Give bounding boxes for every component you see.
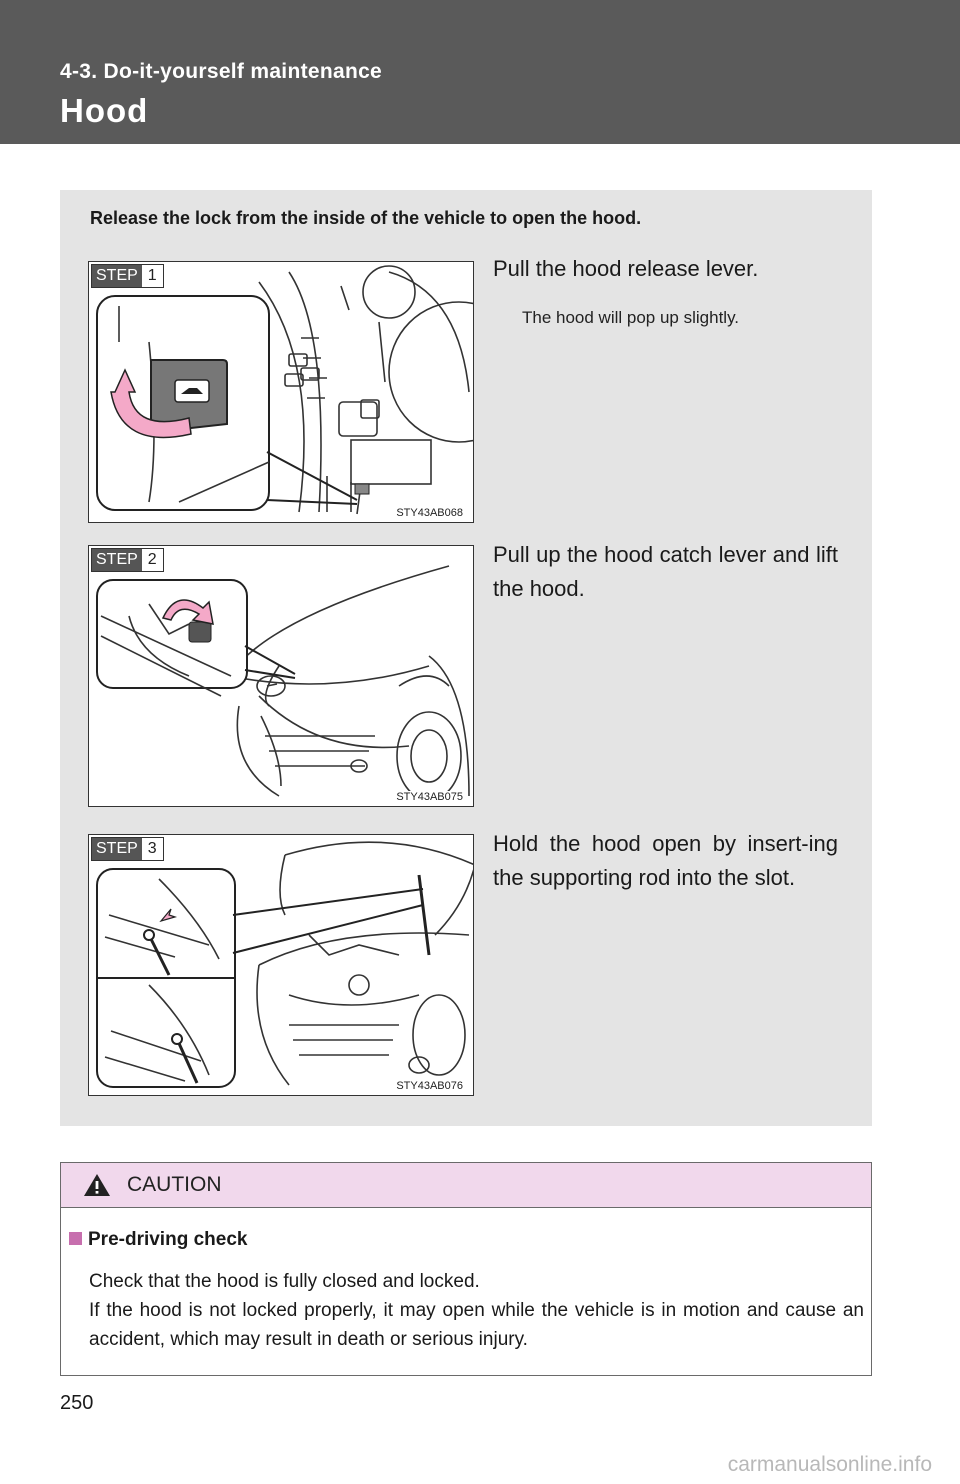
step-3-text: Hold the hood open by insert-ing the supporting rod into the slot.	[493, 831, 838, 890]
support-rod-illustration	[89, 835, 473, 1095]
step-3-badge: STEP 3	[91, 837, 164, 861]
caution-header	[61, 1163, 871, 1208]
page-header	[0, 0, 960, 144]
step-1-note: The hood will pop up slightly.	[522, 308, 740, 327]
caution-line-2: If the hood is not locked properly, it may open while the vehicle is in motion and cause an accident, which may result in death or serious injury.	[89, 1300, 864, 1350]
square-bullet-icon	[69, 1232, 82, 1245]
caution-box	[60, 1162, 872, 1376]
figure-code: STY43AB068	[396, 507, 463, 519]
step-2-badge: STEP 2	[91, 548, 164, 572]
hood-release-lever-illustration	[89, 262, 473, 522]
figure-code: STY43AB076	[396, 1080, 463, 1092]
section-title: 4-3. Do-it-yourself maintenance	[60, 60, 383, 83]
page-number: 250	[60, 1392, 94, 1414]
figure-code: STY43AB075	[396, 791, 463, 803]
watermark: carmanualsonline.info	[727, 1453, 932, 1476]
step-1-figure	[88, 261, 474, 523]
intro-text: Release the lock from the inside of the vehicle to open the hood.	[90, 208, 642, 228]
warning-triangle-icon	[83, 1173, 111, 1197]
step-2-figure	[88, 545, 474, 807]
step-3-figure	[88, 834, 474, 1096]
caution-item-title: Pre-driving check	[69, 1229, 247, 1251]
step-2-text: Pull up the hood catch lever and lift the hood.	[493, 542, 838, 601]
page-title: Hood	[60, 92, 149, 129]
step-1-text: Pull the hood release lever.	[493, 256, 759, 281]
procedure-panel	[60, 190, 872, 1126]
step-1-badge: STEP 1	[91, 264, 164, 288]
caution-label: CAUTION	[127, 1173, 222, 1196]
hood-catch-lever-illustration	[89, 546, 473, 806]
caution-line-1: Check that the hood is fully closed and locked.	[89, 1271, 480, 1292]
caution-body	[89, 1267, 864, 1354]
